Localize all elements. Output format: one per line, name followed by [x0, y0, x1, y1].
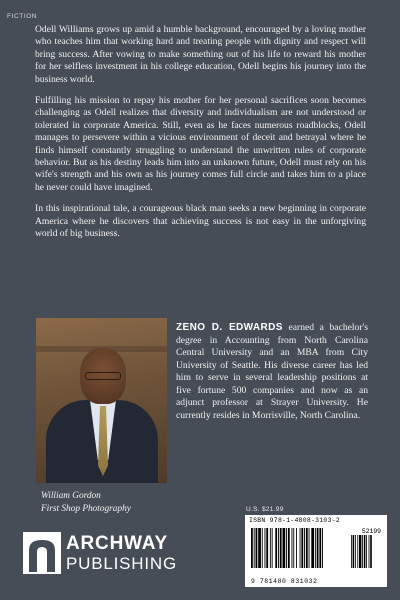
author-bio [176, 322, 368, 422]
blurb [35, 24, 366, 250]
author-name: ZENO D. EDWARDS [176, 322, 283, 333]
photo-credit-photographer: William Gordon [41, 491, 101, 501]
archway-logo-icon [23, 532, 61, 574]
blurb-paragraph-2: Fulfilling his mission to repay his mother for her personal sacrifices soon becomes challenging as Odell realizes that diversity and individualism are not understood or tolerated in corporate America. Still, even as he faces numerous roadblocks, Odell manages to persevere within a vicious environment of deceit and betrayal where he finds himself constantly struggling to understand the unwritten rules of corporate behavior. But as his destiny leads him into an unknown future, Odell must rely on his wife's strength and his own as his journey comes full circle and takes him to a place he never could have imagined. [35, 95, 366, 193]
barcode-bars [249, 526, 383, 576]
publisher-name-line2: PUBLISHING [66, 554, 177, 573]
price-code-text: 52199 [361, 528, 381, 535]
isbn-text: ISBN 978-1-4808-3103-2 [249, 517, 340, 524]
barcode-digits: 9 781480 831032 [251, 578, 318, 585]
author-bio-text: earned a bachelor's degree in Accounting from North Carolina Central University and an MBA from City University of Seattle. His diverse career has led him to serve in several leadership positions at five fortune 500 companies and now as an adjunct professor at Strayer University. He currently resides in Morrisville, North Carolina. [176, 322, 369, 421]
barcode [245, 515, 387, 587]
price-label: U.S. $21.99 [246, 506, 284, 513]
photo-credit-studio: First Shop Photography [41, 504, 131, 514]
genre-label: FICTION [7, 13, 38, 20]
photo-credit [41, 490, 131, 516]
blurb-paragraph-3: In this inspirational tale, a courageous black man seeks a new beginning in corporate America where he discovers that achieving success is not easy in the unforgiving world of big business. [35, 203, 366, 240]
author-photo [36, 318, 167, 483]
blurb-paragraph-1: Odell Williams grows up amid a humble background, encouraged by a loving mother who teaches him that working hard and treating people with dignity and respect will bring success. After vowing to make something out of his life to reward his mother for her selfless investment in his college education, Odell begins his journey into the business world. [35, 24, 366, 85]
publisher-logo [23, 532, 203, 576]
publisher-name-line1: ARCHWAY [66, 533, 169, 554]
